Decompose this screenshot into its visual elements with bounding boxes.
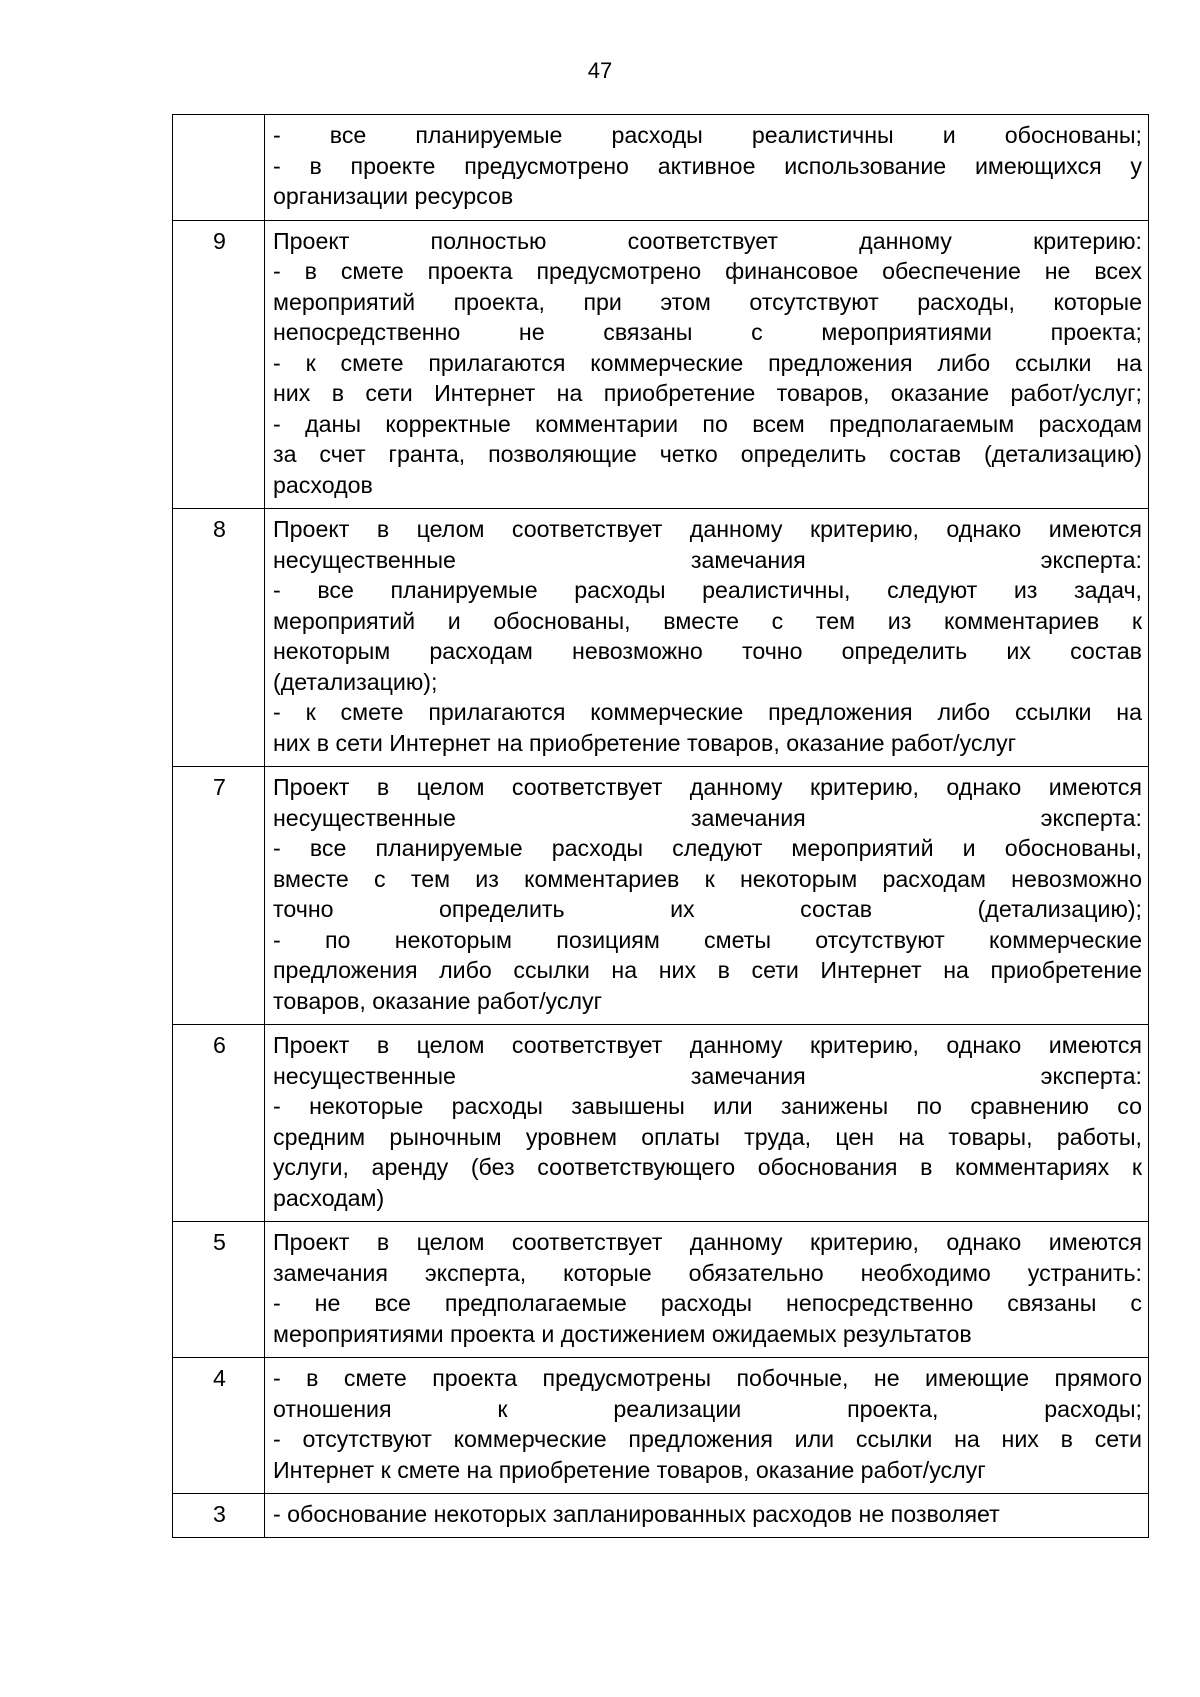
description-line: - отсутствуют коммерческие предложения или ссылки на них в сети: [273, 1426, 1142, 1452]
description-line: замечания эксперта, которые обязательно необходимо устранить:: [273, 1259, 1142, 1286]
score-cell: 3: [173, 1494, 265, 1538]
description-line: - все планируемые расходы реалистичны, следуют из задач,: [273, 577, 1142, 603]
description-cell: [265, 1494, 1149, 1538]
criteria-table-body: [173, 115, 1149, 1538]
description-line: Проект в целом соответствует данному критерию, однако имеются: [273, 1032, 1142, 1058]
score-cell: 8: [173, 509, 265, 767]
description-line: - не все предполагаемые расходы непосредственно связаны с: [273, 1290, 1142, 1316]
description-line: услуги, аренду (без соответствующего обоснования в комментариях к: [273, 1154, 1142, 1180]
score-cell: 7: [173, 767, 265, 1025]
description-line: - в смете проекта предусмотрено финансовое обеспечение не всех: [273, 258, 1142, 284]
description-line: отношения к реализации проекта, расходы;: [273, 1395, 1142, 1422]
table-row: [173, 220, 1149, 509]
description-line: Проект в целом соответствует данному критерию, однако имеются: [273, 774, 1142, 800]
description-line: расходов: [273, 471, 373, 498]
description-line: них в сети Интернет на приобретение товаров, оказание работ/услуг: [273, 729, 1017, 756]
table-row: [173, 509, 1149, 767]
description-line: за счет гранта, позволяющие четко определить состав (детализацию): [273, 441, 1142, 467]
description-line: - в смете проекта предусмотрены побочные, не имеющие прямого: [273, 1365, 1142, 1391]
description-line: Интернет к смете на приобретение товаров, оказание работ/услуг: [273, 1456, 986, 1483]
description-line: - к смете прилагаются коммерческие предложения либо ссылки на: [273, 699, 1142, 725]
description-cell: [265, 220, 1149, 509]
page-number: 47: [587, 58, 613, 83]
description-line: мероприятий и обоснованы, вместе с тем из комментариев к: [273, 607, 1142, 634]
description-line: Проект в целом соответствует данному критерию, однако имеются: [273, 516, 1142, 542]
description-line: средним рыночным уровнем оплаты труда, цен на товары, работы,: [273, 1123, 1142, 1150]
table-row: [173, 115, 1149, 221]
description-cell: [265, 767, 1149, 1025]
score-cell: 6: [173, 1025, 265, 1222]
description-line: - все планируемые расходы реалистичны и обоснованы;: [273, 122, 1142, 148]
description-line: - по некоторым позициям сметы отсутствуют коммерческие: [273, 926, 1142, 953]
score-cell: 9: [173, 220, 265, 509]
table-row: [173, 1358, 1149, 1494]
description-line: мероприятий проекта, при этом отсутствуют расходы, которые: [273, 288, 1142, 315]
score-cell: 4: [173, 1358, 265, 1494]
description-line: некоторым расходам невозможно точно определить их состав: [273, 638, 1142, 664]
description-line: вместе с тем из комментариев к некоторым расходам невозможно: [273, 865, 1142, 892]
description-line: - к смете прилагаются коммерческие предложения либо ссылки на: [273, 349, 1142, 376]
description-line: - в проекте предусмотрено активное использование имеющихся у: [273, 152, 1142, 179]
description-line: - даны корректные комментарии по всем предполагаемым расходам: [273, 410, 1142, 437]
score-cell: 5: [173, 1222, 265, 1358]
description-line: - обоснование некоторых запланированных расходов не позволяет: [273, 1501, 1000, 1527]
description-cell: [265, 115, 1149, 221]
criteria-table: [172, 114, 1149, 1538]
description-cell: [265, 1025, 1149, 1222]
description-line: - все планируемые расходы следуют мероприятий и обоснованы,: [273, 835, 1142, 861]
score-cell: [173, 115, 265, 221]
description-cell: [265, 509, 1149, 767]
description-line: Проект в целом соответствует данному критерию, однако имеются: [273, 1229, 1142, 1255]
table-row: [173, 1025, 1149, 1222]
description-line: Проект полностью соответствует данному критерию:: [273, 227, 1142, 254]
description-line: расходам): [273, 1184, 385, 1211]
table-row: [173, 1494, 1149, 1538]
description-line: несущественные замечания эксперта:: [273, 546, 1142, 573]
description-line: организации ресурсов: [273, 183, 514, 209]
description-line: (детализацию);: [273, 668, 438, 695]
description-line: точно определить их состав (детализацию);: [273, 896, 1142, 922]
description-line: несущественные замечания эксперта:: [273, 804, 1142, 831]
description-cell: [265, 1358, 1149, 1494]
description-line: непосредственно не связаны с мероприятиями проекта;: [273, 319, 1142, 345]
description-line: них в сети Интернет на приобретение товаров, оказание работ/услуг;: [273, 380, 1142, 406]
description-line: - некоторые расходы завышены или занижены по сравнению со: [273, 1093, 1142, 1119]
description-line: предложения либо ссылки на них в сети Интернет на приобретение: [273, 957, 1142, 983]
table-row: [173, 1222, 1149, 1358]
description-line: товаров, оказание работ/услуг: [273, 987, 603, 1014]
table-row: [173, 767, 1149, 1025]
description-line: несущественные замечания эксперта:: [273, 1062, 1142, 1089]
description-line: мероприятиями проекта и достижением ожидаемых результатов: [273, 1320, 972, 1347]
description-cell: [265, 1222, 1149, 1358]
